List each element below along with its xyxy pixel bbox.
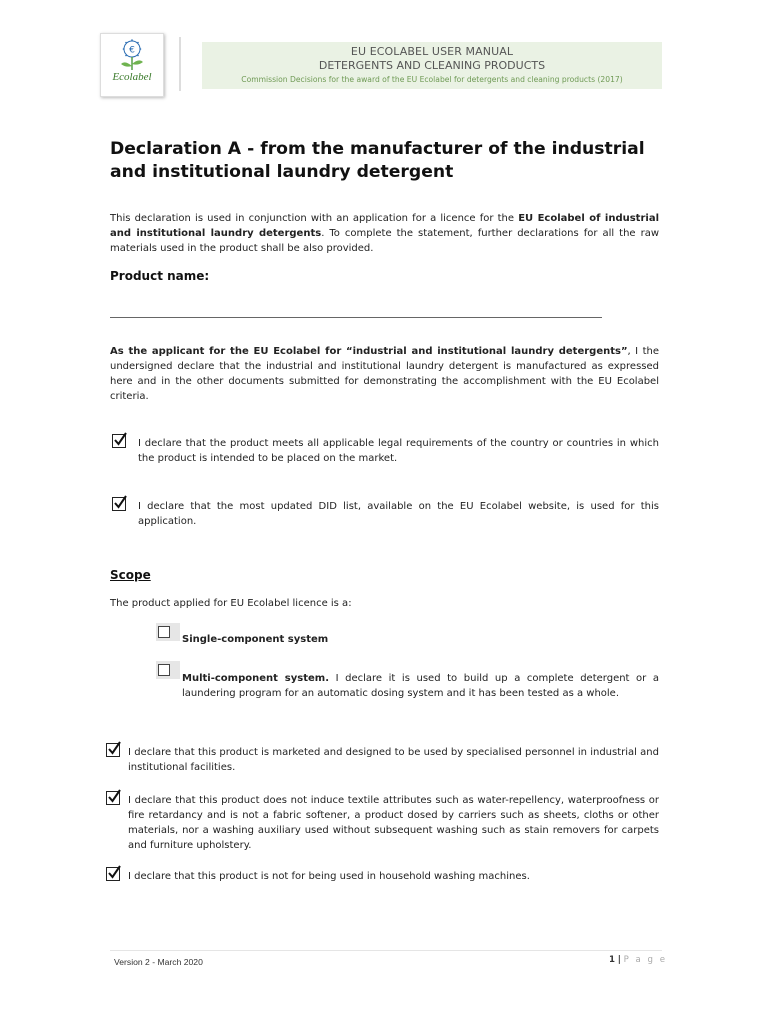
declaration-checkbox-textile[interactable] — [106, 791, 120, 805]
product-name-field[interactable] — [110, 317, 602, 318]
checkmark-icon — [112, 430, 128, 448]
intro-text-end: . To complete the statement, further declarations for all the raw materials used in the product shall be also provided. — [110, 228, 659, 254]
applicant-bold: As the applicant for the EU Ecolabel for “industrial and institutional laundry detergents” — [110, 346, 628, 357]
page-title: Declaration A - from the manufacturer of the industrial and institutional laundry detergent — [110, 139, 645, 182]
intro-text: This declaration is used in conjunction with an application for a licence for the — [110, 213, 519, 224]
manual-title: EU ECOLABEL USER MANUAL — [350, 45, 514, 58]
manual-reference: Commission Decisions for the award of the EU Ecolabel for detergents and cleaning products (2017) — [241, 75, 623, 84]
declaration-checkbox-specialised[interactable] — [106, 743, 120, 757]
scope-option-multi-label: Multi-component system. — [182, 673, 329, 684]
product-name-label: Product name: — [110, 269, 210, 283]
declaration-checkbox-legal[interactable] — [112, 434, 126, 448]
scope-option-single — [182, 632, 659, 647]
declaration-checkbox-did-list[interactable] — [112, 497, 126, 511]
logo-wordmark: Ecolabel — [112, 71, 152, 83]
scope-option-multi-text: I declare it is used to build up a complete detergent or a laundering program for an automatic dosing system and it has been tested as a whole. — [182, 673, 659, 699]
version-label: Version 2 - March 2020 — [114, 957, 203, 967]
declaration-text-did-list: I declare that the most updated DID list, available on the EU Ecolabel website, is used for this application. — [138, 501, 659, 527]
applicant-paragraph — [110, 344, 659, 404]
checkmark-icon — [106, 739, 122, 757]
scope-checkbox-single[interactable] — [156, 623, 180, 641]
intro-paragraph — [110, 211, 659, 256]
applicant-text: , I the undersigned declare that the industrial and institutional laundry detergent is manufactured as expressed here and in the other documents submitted for demonstrating the accomplishment with the EU Ecolabel criteria. — [110, 346, 659, 402]
checkmark-icon — [106, 863, 122, 881]
declaration-checkbox-household[interactable] — [106, 867, 120, 881]
page-word: P a g e — [623, 955, 667, 965]
scope-checkbox-multi[interactable] — [156, 661, 180, 679]
intro-bold: EU Ecolabel of industrial and institutional laundry detergents — [110, 213, 659, 239]
declaration-text-household: I declare that this product is not for being used in household washing machines. — [128, 871, 530, 882]
eu-ecolabel-flower-icon — [108, 38, 156, 72]
declaration-text-specialised: I declare that this product is marketed and designed to be used by specialised personnel in industrial and institutional facilities. — [128, 747, 659, 773]
page-number-value: 1 — [609, 955, 615, 965]
declaration-text-legal: I declare that the product meets all applicable legal requirements of the country or countries in which the product is intended to be placed on the market. — [138, 438, 659, 464]
scope-intro: The product applied for EU Ecolabel licence is a: — [110, 598, 352, 609]
declaration-text-textile: I declare that this product does not induce textile attributes such as water-repellency, waterproofness or fire retardancy and is not a fabric softener, a product dosed by carriers such as sheets, cloths or other materials, nor a washing auxiliary used without subsequent washing such as stain removers for carpets and furniture upholstery. — [128, 795, 659, 851]
footer-divider — [110, 950, 662, 951]
header-divider — [179, 37, 181, 91]
header-banner — [202, 42, 662, 89]
page-separator: | — [617, 955, 621, 965]
svg-text:€: € — [129, 45, 135, 56]
page-number — [609, 955, 667, 965]
checkmark-icon — [112, 493, 128, 511]
scope-option-single-label: Single-component system — [182, 634, 329, 645]
manual-subtitle: DETERGENTS AND CLEANING PRODUCTS — [318, 59, 546, 72]
scope-option-multi — [182, 671, 659, 701]
checkmark-icon — [106, 787, 122, 805]
scope-heading: Scope — [110, 568, 151, 582]
eu-ecolabel-logo — [100, 33, 164, 97]
